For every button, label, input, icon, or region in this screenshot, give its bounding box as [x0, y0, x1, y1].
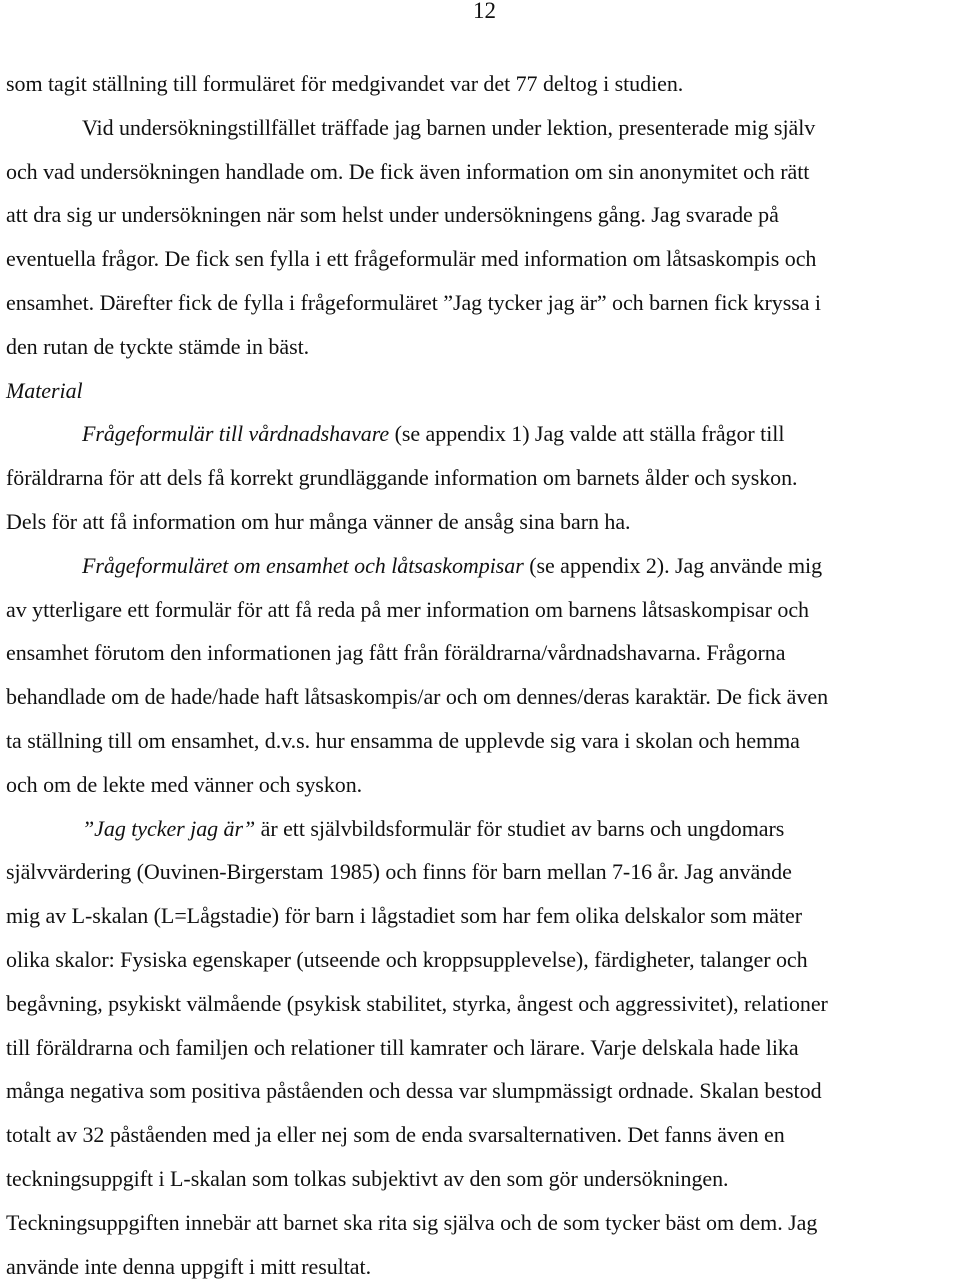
- text-line: använde inte denna uppgift i mitt resultat.: [6, 1253, 372, 1279]
- text-line: föräldrarna för att dels få korrekt grundläggande information om barnets ålder och syskon.: [6, 465, 798, 491]
- text-line: totalt av 32 påståenden med ja eller nej som de enda svarsalternativen. Det fanns även en: [6, 1122, 785, 1148]
- text-line: olika skalor: Fysiska egenskaper (utseende och kroppsupplevelse), färdigheter, talanger och: [6, 946, 808, 972]
- text-line: självvärdering (Ouvinen-Birgerstam 1985) och finns för barn mellan 7-16 år. Jag använde: [6, 859, 792, 885]
- text-line: mig av L-skalan (L=Lågstadie) för barn i lågstadiet som har fem olika delskalor som mäter: [6, 903, 803, 929]
- text-line: Dels för att få information om hur många vänner de ansåg sina barn ha.: [6, 508, 631, 534]
- text-line: många negativa som positiva påståenden och dessa var slumpmässigt ordnade. Skalan bestod: [6, 1078, 822, 1104]
- document-body: [6, 62, 960, 1288]
- text-line: och om de lekte med vänner och syskon.: [6, 771, 363, 797]
- text-line: [6, 544, 960, 588]
- text-line: den rutan de tyckte stämde in bäst.: [6, 333, 310, 359]
- text-line: Vid undersökningstillfället träffade jag barnen under lektion, presenterade mig själv: [82, 114, 816, 140]
- text-line: teckningsuppgift i L-skalan som tolkas subjektivt av den som gör undersökningen.: [6, 1165, 729, 1191]
- text-fragment: är ett självbildsformulär för studiet av barns och ungdomars: [255, 815, 785, 841]
- form-title: ”Jag tycker jag är”: [82, 815, 256, 841]
- text-line: som tagit ställning till formuläret för medgivandet var det 77 deltog i studien.: [6, 71, 684, 96]
- text-line: att dra sig ur undersökningen när som helst under undersökningens gång. Jag svarade på: [6, 202, 779, 228]
- text-line: till föräldrarna och familjen och relationer till kamrater och lärare. Varje delskala hade lika: [6, 1034, 799, 1060]
- text-line: Teckningsuppgiften innebär att barnet ska rita sig själva och de som tycker bäst om dem. Jag: [6, 1209, 818, 1235]
- text-line: av ytterligare ett formulär för att få reda på mer information om barnens låtsaskompisar och: [6, 596, 809, 622]
- page-number: 12: [473, 0, 496, 23]
- text-line: och vad undersökningen handlade om. De fick även information om sin anonymitet och rätt: [6, 158, 810, 184]
- section-heading: Material: [6, 377, 83, 403]
- text-line: ensamhet. Därefter fick de fylla i frågeformuläret ”Jag tycker jag är” och barnen fick kryssa i: [6, 289, 821, 315]
- text-line: eventuella frågor. De fick sen fylla i ett frågeformulär med information om låtsaskompis och: [6, 246, 817, 272]
- text-line: [6, 807, 960, 851]
- text-fragment: (se appendix 1) Jag valde att ställa frågor till: [389, 421, 785, 447]
- form-title: Frågeformuläret om ensamhet och låtsaskompisar: [82, 552, 524, 578]
- text-line: ta ställning till om ensamhet, d.v.s. hur ensamma de upplevde sig vara i skolan och hemma: [6, 727, 800, 753]
- text-fragment: (se appendix 2). Jag använde mig: [523, 552, 823, 578]
- text-line: begåvning, psykiskt välmående (psykisk stabilitet, styrka, ångest och aggressivitet), relationer: [6, 990, 828, 1016]
- text-line: behandlade om de hade/hade haft låtsaskompis/ar och om dennes/deras karaktär. De fick även: [6, 684, 829, 710]
- text-line: [6, 412, 960, 456]
- text-line: ensamhet förutom den informationen jag fått från föräldrarna/vårdnadshavarna. Frågorna: [6, 640, 786, 666]
- form-title: Frågeformulär till vårdnadshavare: [82, 421, 390, 447]
